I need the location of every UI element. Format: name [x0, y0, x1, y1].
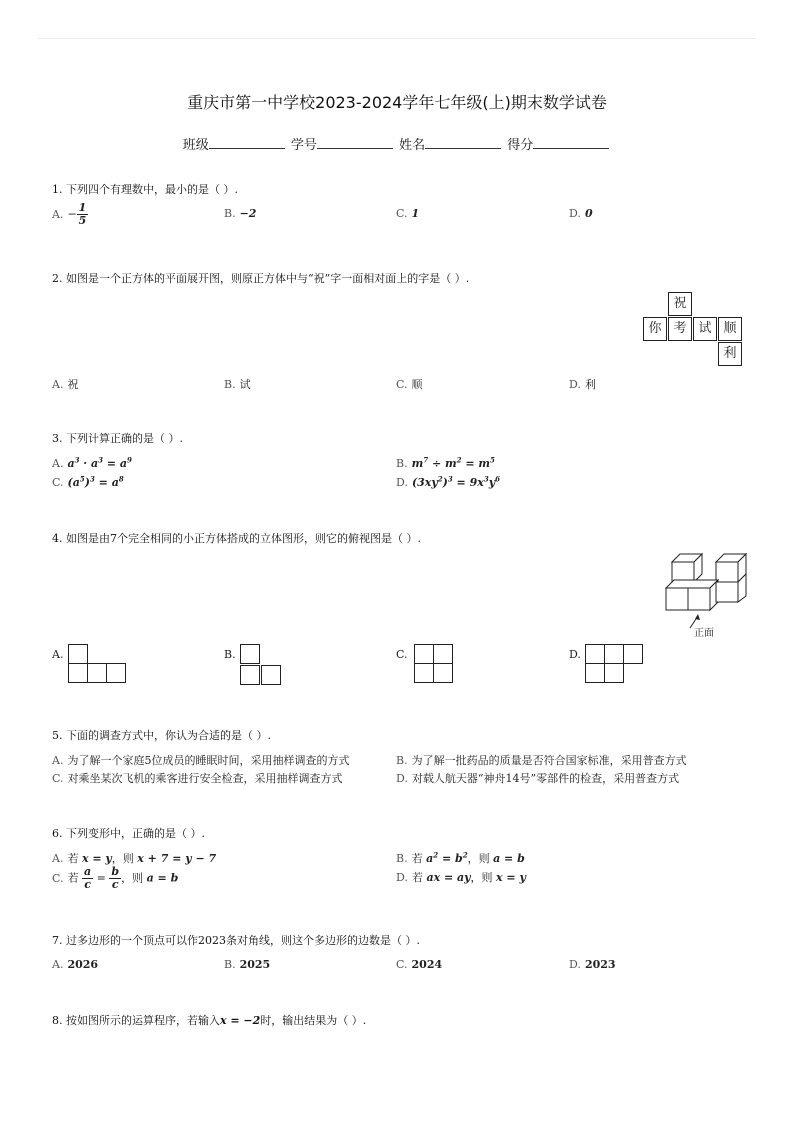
q7-d-value: 2023: [584, 958, 616, 971]
q6-a-result: x + 7 = y − 7: [137, 852, 217, 865]
q3-option-b[interactable]: [396, 455, 495, 470]
q3-stem: 3. 下列计算正确的是（ ）.: [52, 432, 183, 445]
q7-b-label: B.: [224, 958, 236, 971]
q5-b-value: 为了解一批药品的质量是否符合国家标准，采用普查方式: [411, 754, 687, 767]
q6-d-result: x = y: [496, 871, 526, 884]
q2-c-value: 顺: [411, 378, 423, 391]
q6-c-then: 则: [132, 871, 144, 885]
q1-a-numerator: 1: [78, 201, 87, 214]
q2-stem: 2. 如图是一个正方体的平面展开图，则原正方体中与“祝”字一面相对面上的字是（ ）.: [52, 272, 470, 285]
q1-option-a[interactable]: [52, 202, 88, 227]
net-cell-1: 祝: [668, 292, 692, 316]
q7-option-d[interactable]: [569, 958, 616, 971]
q1-b-value: −2: [239, 207, 257, 220]
q3-b-formula: $m^7 \div m^2 = m^5$: [411, 455, 495, 470]
q5-d-label: D.: [396, 772, 408, 785]
q2-d-value: 利: [584, 378, 596, 391]
q7-option-b[interactable]: [224, 958, 270, 971]
id-label: 学号: [290, 138, 317, 153]
q2-b-value: 试: [239, 378, 251, 391]
q6-d-if: 若: [411, 871, 423, 884]
score-blank[interactable]: [533, 137, 609, 149]
q5-c-value: 对乘坐某次飞机的乘客进行安全检查，采用抽样调查方式: [67, 772, 343, 785]
q3-option-d[interactable]: [396, 474, 500, 489]
q1-d-value: 0: [584, 207, 593, 220]
q5-option-b[interactable]: [396, 752, 687, 768]
q6-stem: 6. 下列变形中，正确的是（ ）.: [52, 827, 205, 840]
q1-option-c[interactable]: [396, 207, 419, 220]
q4-option-b-label[interactable]: B.: [224, 648, 236, 661]
q1-d-label: D.: [569, 207, 581, 220]
q3-a-label: A.: [52, 456, 64, 470]
q2-option-b[interactable]: [224, 376, 251, 392]
q5-a-label: A.: [52, 754, 64, 767]
page-title: 重庆市第一中学校2023-2024学年七年级(上)期末数学试卷: [187, 93, 607, 112]
q4-option-d-label[interactable]: D.: [569, 648, 581, 661]
q6-c-if: 若: [67, 871, 79, 885]
q6-a-condition: x = y: [81, 852, 112, 865]
class-label: 班级: [182, 138, 209, 153]
q6-c-frac-b: $\frac{b}{c}$: [111, 865, 120, 892]
class-blank[interactable]: [209, 137, 285, 149]
q7-option-c[interactable]: [396, 958, 442, 971]
q6-b-condition: $a^2 = b^2$: [426, 850, 468, 865]
q2-d-label: D.: [569, 378, 581, 391]
q5-option-a[interactable]: [52, 752, 349, 768]
q3-b-label: B.: [396, 456, 408, 470]
q3-option-c[interactable]: [52, 474, 124, 489]
net-cell-6: 利: [718, 342, 742, 366]
q1-c-value: 1: [411, 207, 420, 220]
q3-d-label: D.: [396, 475, 408, 489]
net-cell-3: 考: [668, 317, 692, 341]
q5-stem: 5. 下面的调查方式中，你认为合适的是（ ）.: [52, 729, 271, 742]
q1-option-d[interactable]: [569, 207, 593, 220]
net-cell-4: 试: [693, 317, 717, 341]
q5-b-label: B.: [396, 754, 408, 767]
net-cell-5: 顺: [718, 317, 742, 341]
q6-a-label: A.: [52, 852, 64, 865]
q6-option-c[interactable]: C. 若 $\frac{a}{c}$ = $\frac{b}{c}$ ，则 a = b: [52, 865, 179, 892]
q6-d-condition: ax = ay: [426, 871, 471, 884]
q6-c-result: a = b: [146, 871, 179, 885]
name-blank[interactable]: [425, 137, 501, 149]
q1-c-label: C.: [396, 207, 408, 220]
q7-a-value: 2026: [67, 958, 99, 971]
q6-d-then: 则: [481, 871, 493, 884]
q4-option-c-label[interactable]: C.: [396, 648, 408, 661]
q1-option-b[interactable]: [224, 207, 256, 220]
q6-b-label: B.: [396, 852, 408, 865]
q2-option-d[interactable]: [569, 376, 596, 392]
q6-b-result: a = b: [493, 852, 525, 865]
q6-a-then: 则: [122, 852, 134, 865]
q5-c-label: C.: [52, 772, 64, 785]
net-cell-2: 你: [643, 317, 667, 341]
score-label: 得分: [507, 138, 534, 153]
q4-stem: 4. 如图是由7个完全相同的小正方体搭成的立体图形，则它的俯视图是（ ）.: [52, 532, 421, 545]
q6-b-then: 则: [478, 852, 490, 865]
q2-a-label: A.: [52, 378, 64, 391]
q6-b-if: 若: [411, 852, 423, 865]
q2-a-value: 祝: [67, 378, 79, 391]
q1-stem: 1. 下列四个有理数中，最小的是（ ）.: [52, 183, 238, 196]
q2-option-a[interactable]: [52, 376, 78, 392]
q6-c-label: C.: [52, 871, 64, 885]
front-view-label: 正面: [694, 628, 714, 639]
q8-stem-pre: 8. 按如图所示的运算程序，若输入: [52, 1014, 220, 1027]
name-label: 姓名: [399, 138, 426, 153]
q7-b-value: 2025: [239, 958, 271, 971]
q1-b-label: B.: [224, 207, 236, 220]
q3-c-label: C.: [52, 475, 64, 489]
q1-a-fraction: [77, 202, 89, 227]
q3-c-formula: $(a^5)^3 = a^8$: [67, 474, 124, 489]
q8-stem: [52, 1012, 366, 1028]
id-blank[interactable]: [317, 137, 393, 149]
q8-stem-post: 时，输出结果为（ ）.: [260, 1014, 367, 1027]
header-divider: [38, 38, 756, 39]
q6-option-a[interactable]: A. 若 x = y，则 x + 7 = y − 7: [52, 852, 217, 865]
q2-c-label: C.: [396, 378, 408, 391]
q6-option-b[interactable]: B. 若 $a^2 = b^2$，则 a = b: [396, 850, 525, 865]
q2-b-label: B.: [224, 378, 236, 391]
q5-option-c[interactable]: [52, 770, 343, 786]
q7-a-label: A.: [52, 958, 64, 971]
q1-a-sign: −: [67, 207, 77, 221]
q2-option-c[interactable]: [396, 376, 423, 392]
q7-d-label: D.: [569, 958, 581, 971]
q7-c-value: 2024: [411, 958, 443, 971]
q6-d-label: D.: [396, 871, 408, 884]
q6-a-if: 若: [67, 852, 79, 865]
q5-a-value: 为了解一个家庭5位成员的睡眠时间，采用抽样调查的方式: [67, 754, 350, 767]
q3-d-formula: $(3xy^2)^3 = 9x^3y^6$: [411, 474, 500, 489]
q6-option-d[interactable]: D. 若 ax = ay，则 x = y: [396, 871, 526, 884]
q6-c-frac-a: $\frac{a}{c}$: [84, 865, 92, 892]
q8-stem-expr: x = −2: [220, 1014, 261, 1027]
student-info-row: [0, 134, 794, 153]
q3-a-formula: $a^3 \cdot a^3 = a^9$: [67, 455, 132, 470]
q4-option-a-label[interactable]: A.: [52, 648, 64, 661]
q7-stem: 7. 过多边形的一个顶点可以作2023条对角线，则这个多边形的边数是（ ）.: [52, 934, 420, 947]
q1-a-label: A.: [52, 207, 64, 221]
q5-d-value: 对载人航天器“神舟14号”零部件的检查，采用普查方式: [411, 772, 680, 785]
q7-option-a[interactable]: [52, 958, 98, 971]
q1-a-denominator: 5: [78, 214, 87, 228]
q7-c-label: C.: [396, 958, 408, 971]
q5-option-d[interactable]: [396, 770, 679, 786]
q3-option-a[interactable]: [52, 455, 132, 470]
